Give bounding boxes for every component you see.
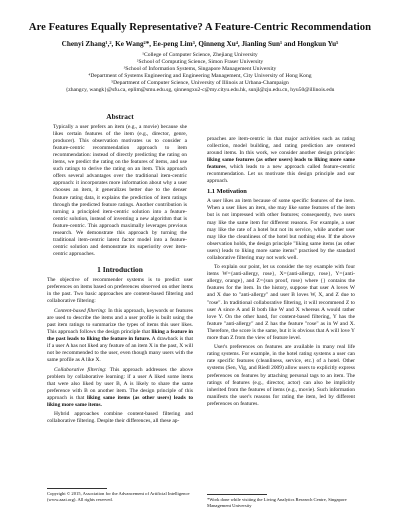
footnote-rule <box>207 494 267 495</box>
intro-heading: 1 Introduction <box>97 264 143 274</box>
abstract-heading: Abstract <box>106 112 134 121</box>
content-based-paragraph: Content-based filtering: In this approach, keywords or features are used to describe the items and a user profile is built using the past item ratings to summarize the types of items this user likes. This approach follows the design principle that liking a feature in the past leads to liking the feature in future. A drawback is that if a user A has not liked any feature of an item X in the past, X will not be recommended to the user, even though many users with the same profile as A like X. <box>47 307 194 363</box>
motivation-paragraph: A user likes an item because of some specific features of the item. When a user likes an item, she may like some features of the item but is not impressed with other features; consequently, two users may like the same item for different reasons. For example, a user may like the rate of a hotel but not its service, while another user may like the cleanliness of the hotel but nothing else. If the above observation holds, the design principle "liking same items (as other users) leads to liking more same items" practised by the standard collaborative filtering may not work well. <box>207 198 355 261</box>
feature-preference-paragraph: User's preferences on features are available in many real life rating systems. For example, in the hotel rating systems a user can rate specific features (cleanliness, service, etc.) of a hotel. Other systems (Sen, Vig, and Riedl 2009) allow users to explicitly express preferences on features by attaching personal tags to an item. The ratings of features (e.g., director, actor) can also be implicitly inherited from the features of items (e.g., movie). Such information manifests the user's reasons for rating the item, led by different preferences on features. <box>207 344 355 407</box>
intro-continued: proaches are item-centric in that major activities such as rating collection, model building, and rating prediction are centered around items. In this work, we consider another design principle: liking same features (as other users) leads to liking more same features, which leads to a new approach called feature-centric recommendation. Let us motivate this design principle and our approach. <box>207 136 355 185</box>
author-list: Chenyi Zhang¹,², Ke Wang²*, Ee-peng Lim³, Qinneng Xu⁴, Jianling Sun¹ and Hongkun Yu⁵ <box>61 40 339 48</box>
motivation-heading: 1.1 Motivation <box>207 188 247 196</box>
copyright-note: Copyright © 2015, Association for the Advancement of Artificial Intelligence (www.aaai.org). All rights reserved. <box>47 491 190 502</box>
author-emails: {zhangcy, wangk}@sfu.ca, eplim@smu.edu.sg, qinnengxu2-c@my.cityu.edu.hk, sunjl@zju.edu.cn, hyu50@illinois.edu <box>65 87 335 93</box>
right-column <box>207 136 355 410</box>
intro-paragraph: The objective of recommender systems is to predict user preferences on items based on preferences observed on other items in the past. Two basic approaches are content-based filtering and collaborative filtering: <box>47 276 193 305</box>
affiliation: ⁵Department of Computer Science, University of Illinois at Urbana-Champaign <box>111 80 289 86</box>
collaborative-paragraph: Collaborative filtering: This approach addresses the above problem by collaborative learning: if a user A liked some items that were also liked by user B, A is likely to share the same preference with B on another item. The design principle of this approach is that liking same items (as other users) leads to liking more same items. <box>47 366 193 408</box>
toy-example-paragraph: To explain our point, let us consider the toy example with four items W={anti-allergy, rose}, X={anti-allergy, rose}, Y={anti-allergy, orange}, and Z={sun proof, rose} where {} contains the features for the item. In the history, suppose that user A loves W and X due to "anti-allergy" and user B loves W, X, and Z due to "rose". In traditional collaborative filtering, it will recommend Z to user A since A and B both like W and X whereas A would rather love Y. On the other hand, for content-based filtering, Y has the feature "anti-allergy" and Z has the feature "rose" as in W and X. Therefore, the score is the same, but it is obvious that A will love Y more than Z from the view of feature level. <box>207 264 355 341</box>
affiliation: ¹College of Computer Science, Zhejiang University <box>142 52 258 58</box>
hybrid-paragraph: Hybrid approaches combine content-based filtering and collaborative filtering. Despite their differences, all these ap- <box>47 411 193 425</box>
paper-title: Are Features Equally Representative? A Feature-Centric Recommendation <box>28 22 372 33</box>
abstract-text: Typically a user prefers an item (e.g., a movie) because she likes certain features of the item (e.g., director, genre, producer). This observation motivates us to consider a feature-centric recommendation approach to item recommendation: instead of directly predicting the rating on items, we predict the rating on the features of items, and use such ratings to derive the rating on an item. This approach offers several advantages over the traditional item-centric approach: it incorporates more information about why a user chooses an item, it generalizes better due to the denser feature rating data, it explains the prediction of item ratings through the predicted feature ratings. Another contribution is turning a principled item-centric solution into a feature-centric solution, instead of inventing a new algorithm that is feature-centric. This approach maximally leverages previous research. We demonstrate this approach by turning the traditional item-centric latent factor model into a feature-centric solution and demonstrate its superiority over item-centric approaches. <box>53 124 187 257</box>
left-column <box>47 112 194 428</box>
affiliation: ⁴Department of Systems Engineering and Engineering Management, City University of Hong Kong <box>88 73 312 79</box>
affiliation: ²School of Computing Science, Simon Fraser University <box>136 59 264 65</box>
affiliation: ³School of Information Systems, Singapore Management University <box>123 66 277 72</box>
footnote-rule <box>47 488 107 489</box>
footnote: *Work done while visiting the Living Analytics Research Centre, Singapore Management University <box>207 497 347 508</box>
